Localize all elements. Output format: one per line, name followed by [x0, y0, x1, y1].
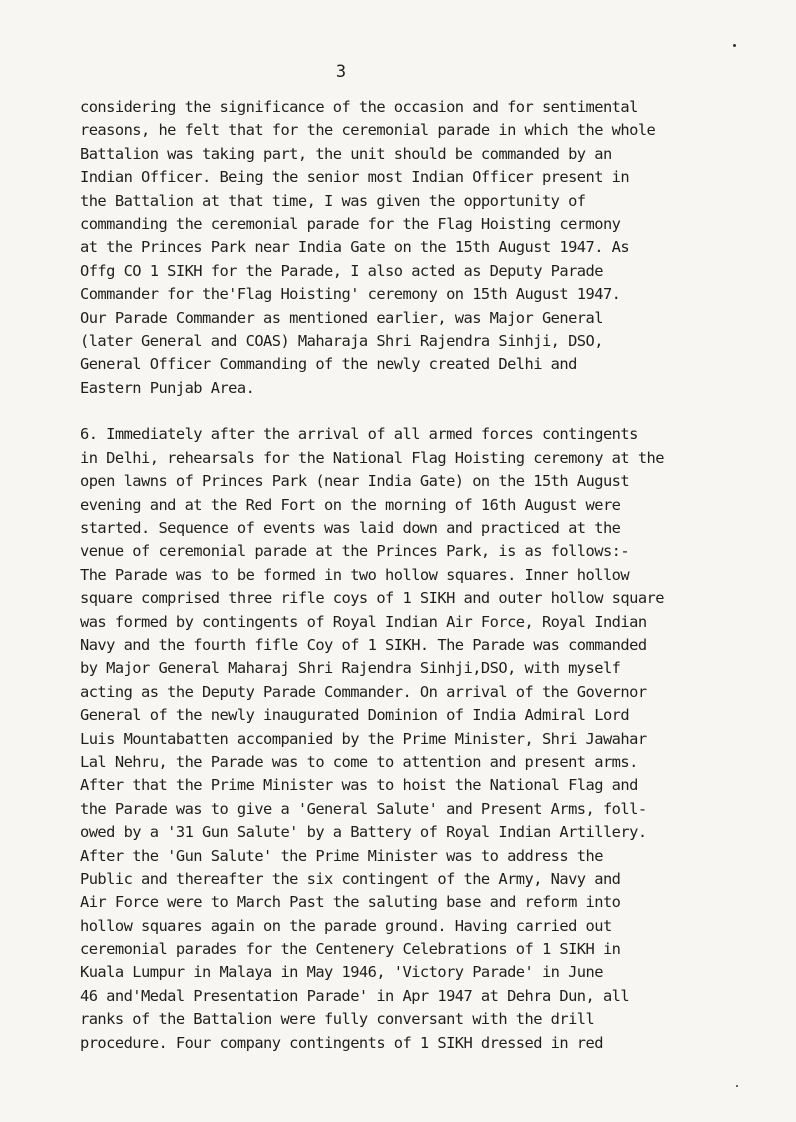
text-line: open lawns of Princes Park (near India Gate) on the 15th August — [80, 472, 630, 491]
text-line: ceremonial parades for the Centenery Celebrations of 1 SIKH in — [80, 940, 621, 959]
text-line: commanding the ceremonial parade for the Flag Hoisting cermony — [80, 214, 621, 233]
text-line: Our Parade Commander as mentioned earlier, was Major General — [80, 308, 603, 327]
scan-speck — [736, 1085, 738, 1087]
text-line: the Parade was to give a 'General Salute' and Present Arms, foll- — [80, 799, 647, 818]
paragraph-6 — [80, 423, 740, 1055]
scan-speck — [733, 44, 736, 47]
text-line: Indian Officer. Being the senior most Indian Officer present in — [80, 168, 630, 187]
text-line: at the Princes Park near India Gate on the 15th August 1947. As — [80, 238, 630, 257]
text-line: General Officer Commanding of the newly created Delhi and — [80, 355, 577, 374]
text-line: reasons, he felt that for the ceremonial parade in which the whole — [80, 121, 656, 140]
text-line: acting as the Deputy Parade Commander. On arrival of the Governor — [80, 682, 647, 701]
text-line: hollow squares again on the parade ground. Having carried out — [80, 916, 612, 935]
text-line: After that the Prime Minister was to hoist the National Flag and — [80, 776, 638, 795]
text-line: square comprised three rifle coys of 1 SIKH and outer hollow square — [80, 589, 664, 608]
text-line: Kuala Lumpur in Malaya in May 1946, 'Victory Parade' in June — [80, 963, 603, 982]
text-line: General of the newly inaugurated Dominion of India Admiral Lord — [80, 706, 630, 725]
text-line: venue of ceremonial parade at the Princes Park, is as follows:- — [80, 542, 630, 561]
text-line: considering the significance of the occasion and for sentimental — [80, 98, 638, 116]
text-line: 6. Immediately after the arrival of all armed forces contingents — [80, 425, 638, 444]
text-line: was formed by contingents of Royal Indian Air Force, Royal Indian — [80, 612, 647, 631]
page-number: 3 — [335, 62, 347, 82]
text-line: started. Sequence of events was laid down and practiced at the — [80, 519, 621, 538]
document-body — [80, 96, 740, 1055]
text-line: Battalion was taking part, the unit should be commanded by an — [80, 144, 612, 163]
text-line: Public and thereafter the six contingent of the Army, Navy and — [80, 869, 621, 888]
text-line: the Battalion at that time, I was given the opportunity of — [80, 191, 586, 210]
text-line: The Parade was to be formed in two hollow squares. Inner hollow — [80, 565, 630, 584]
text-line: procedure. Four company contingents of 1 SIKH dressed in red — [80, 1033, 603, 1052]
text-line: After the 'Gun Salute' the Prime Minister was to address the — [80, 846, 603, 865]
text-line: 46 and'Medal Presentation Parade' in Apr 1947 at Dehra Dun, all — [80, 986, 630, 1005]
text-line: Luis Mountabatten accompanied by the Prime Minister, Shri Jawahar — [80, 729, 647, 748]
text-line: by Major General Maharaj Shri Rajendra Sinhji,DSO, with myself — [80, 659, 621, 678]
text-line: Lal Nehru, the Parade was to come to attention and present arms. — [80, 752, 638, 771]
text-line: owed by a '31 Gun Salute' by a Battery of Royal Indian Artillery. — [80, 823, 647, 842]
text-line: Navy and the fourth fifle Coy of 1 SIKH. The Parade was commanded — [80, 635, 647, 654]
paragraph-1 — [80, 96, 740, 400]
text-line: ranks of the Battalion were fully conversant with the drill — [80, 1010, 595, 1029]
text-line: in Delhi, rehearsals for the National Flag Hoisting ceremony at the — [80, 448, 664, 467]
text-line: Commander for the'Flag Hoisting' ceremony on 15th August 1947. — [80, 285, 621, 304]
paragraph-spacer — [80, 400, 740, 423]
text-line: (later General and COAS) Maharaja Shri Rajendra Sinhji, DSO, — [80, 331, 603, 350]
text-line: Eastern Punjab Area. — [80, 378, 255, 397]
text-line: Offg CO 1 SIKH for the Parade, I also acted as Deputy Parade — [80, 261, 603, 280]
text-line: evening and at the Red Fort on the morning of 16th August were — [80, 495, 621, 514]
text-line: Air Force were to March Past the saluting base and reform into — [80, 893, 621, 912]
